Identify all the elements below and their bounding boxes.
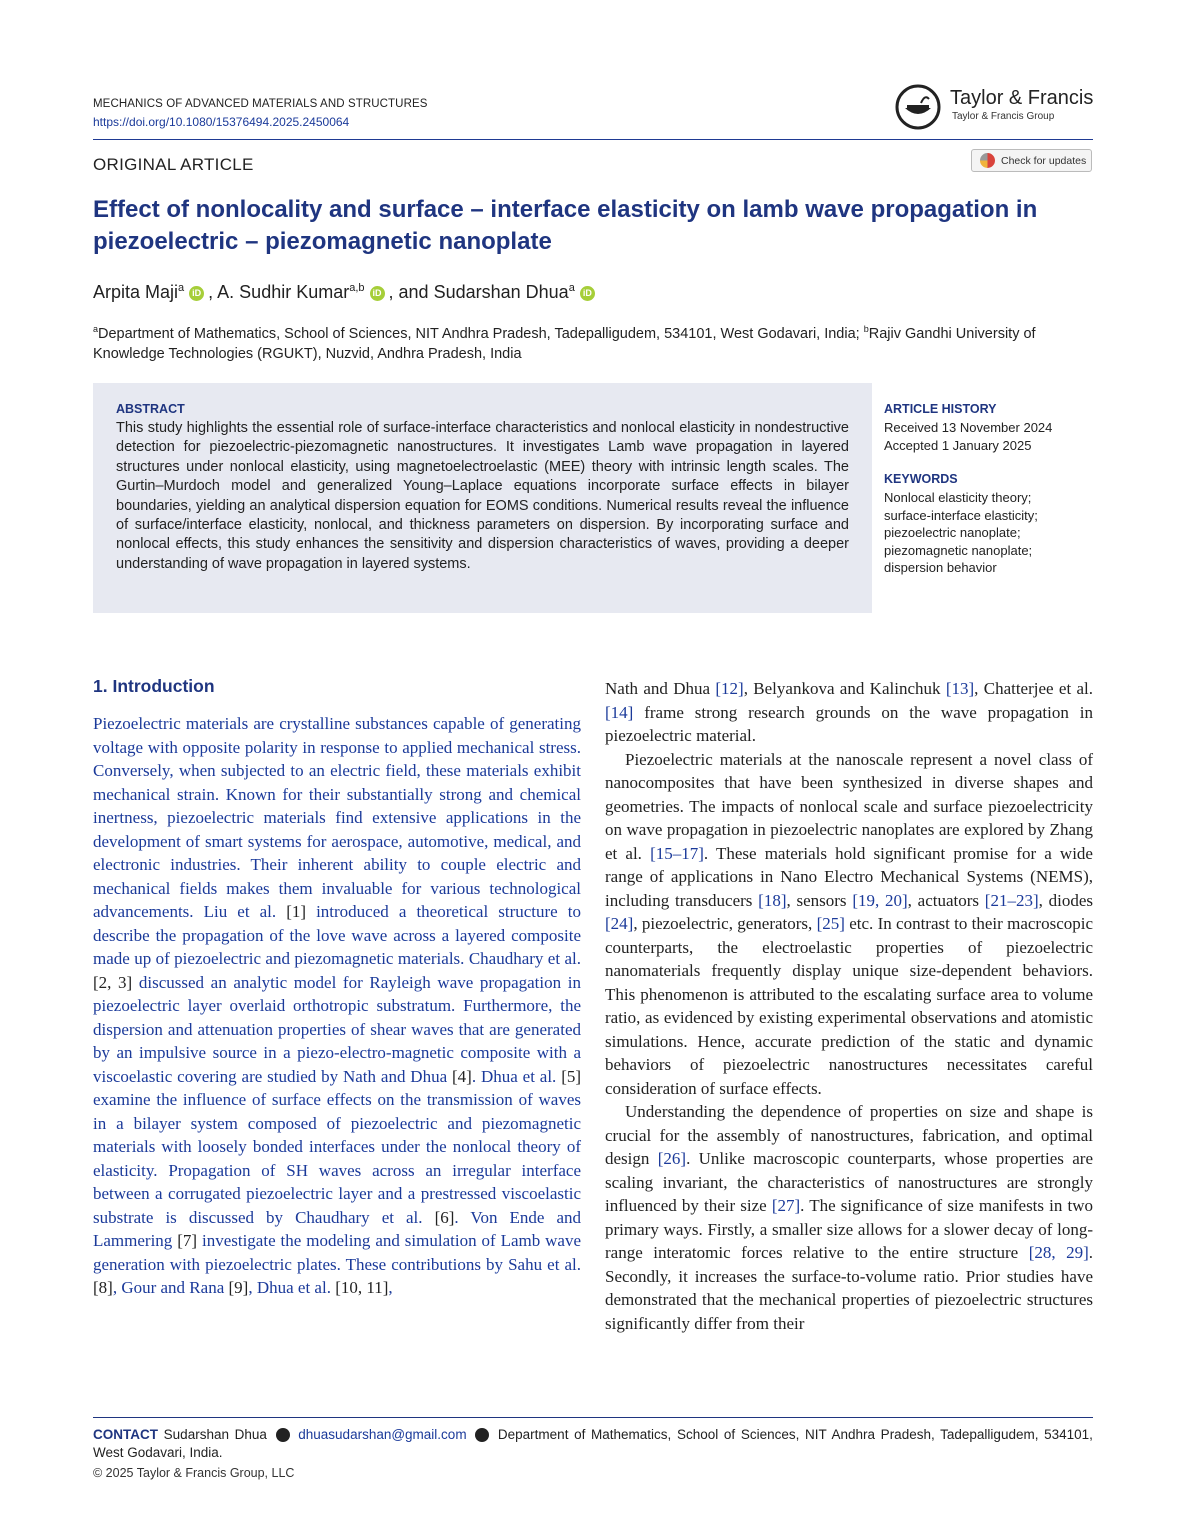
citation-link[interactable]: [19, 20]	[852, 890, 908, 910]
body-text: Nath and Dhua	[605, 679, 716, 698]
body-text: [4]	[452, 1066, 472, 1086]
body-text: . Unlike macroscopic counterparts, whose properties are scaling invariant, the characteristics of nanostructures are strongly influenced by their size	[605, 1149, 1093, 1215]
citation-link[interactable]: [25]	[816, 914, 845, 933]
body-text: [10, 11]	[335, 1278, 389, 1297]
copyright: © 2025 Taylor & Francis Group, LLC	[93, 1466, 295, 1480]
body-paragraph	[605, 677, 1093, 748]
article-type: ORIGINAL ARTICLE	[93, 155, 254, 174]
body-text: , piezoelectric, generators,	[633, 914, 817, 933]
body-text: frame strong research grounds on the wave propagation in piezoelectric material.	[605, 702, 1093, 745]
contact-name: Sudarshan Dhua	[163, 1427, 267, 1442]
abstract-heading: ABSTRACT	[116, 402, 185, 416]
orcid-icon[interactable]: iD	[580, 286, 595, 301]
abstract-text: This study highlights the essential role of surface-interface characteristics and nonlocal elasticity in nondestructive detection for piezoelectric-piezomagnetic nanostructures. It investigates Lamb wave propagation in layered structures under nonlocal elasticity, using magnetoelectroelastic (MEE) theory with intrinsic length scales. The Gurtin–Murdoch model and generalized Young–Laplace equations incorporate surface effects in bilayer boundaries, yielding an analytical dispersion equation for EOMS conditions. Numerical results reveal the influence of surface/interface elasticity, nonlocal, and thickness parameters on dispersion. By incorporating surface and nonlocal effects, this study enhances the sensitivity and dispersion characteristics of waves, providing a deeper understanding of wave propagation in layered systems.	[116, 420, 849, 572]
author-list	[93, 282, 599, 303]
citation-link[interactable]: [24]	[605, 914, 634, 933]
crossmark-icon	[980, 153, 995, 168]
affil-mark-b: b	[863, 324, 869, 334]
contact-address: Department of Mathematics, School of Sciences, NIT Andhra Pradesh, Tadepalligudem, 534101, West Godavari, India.	[93, 1427, 1093, 1460]
citation-link[interactable]: [12]	[715, 679, 744, 698]
author-affil-mark: a	[568, 282, 575, 294]
left-column	[93, 712, 581, 1300]
affiliations	[93, 319, 1093, 364]
body-text: [9]	[228, 1278, 249, 1297]
body-text: Piezoelectric materials at the nanoscale represent a novel class of nanocomposites that have been synthesized in diverse shapes and geometries. The impacts of nonlocal scale and surface piezoelectricity on wave propagation in piezoelectric nanoplates are explored by Zhang et al.	[605, 749, 1093, 863]
contact-label: CONTACT	[93, 1427, 158, 1442]
citation-link[interactable]: [28, 29]	[1028, 1243, 1089, 1262]
article-history-heading: ARTICLE HISTORY	[884, 402, 997, 416]
body-text: , Belyankova and Kalinchuk	[743, 679, 946, 698]
body-text: [1]	[286, 902, 307, 921]
keyword: dispersion behavior	[884, 560, 997, 575]
citation-link[interactable]: examine the influence of surface effects on the transmission of waves in a bilayer system composed of piezoelectric and piezomagnetic materials with loosely bonded interfaces under the nonlocal theory of elasticity. Propagation of SH waves across an irregular interface between a corrugated piezoelectric layer and a prestressed viscoelastic substrate is discussed by Chaudhary et al.	[93, 1090, 581, 1227]
body-text: Understanding the dependence of properties on size and shape is crucial for the assembly of nanostructures, fabrication, and optimal design	[605, 1102, 1093, 1168]
orcid-icon[interactable]: iD	[370, 286, 385, 301]
body-text: [8]	[93, 1278, 113, 1297]
publisher-name: Taylor & Francis	[950, 87, 1094, 109]
citation-link[interactable]: [21–23]	[984, 890, 1039, 910]
taylor-francis-logo-icon	[895, 84, 941, 130]
keyword: surface-interface elasticity;	[884, 507, 1038, 523]
citation-link[interactable]: investigate the modeling and simulation of Lamb wave generation with piezoelectric plates. These contributions by Sahu et al.	[93, 1231, 581, 1274]
citation-link[interactable]: [27]	[771, 1196, 801, 1215]
citation-link[interactable]: [13]	[945, 679, 975, 698]
body-text: . These materials hold significant promise for a wide range of applications in Nano Electro Mechanical Systems (NEMS), including transducers	[605, 843, 1093, 910]
body-paragraph	[93, 712, 581, 1300]
author-affil-mark: a	[178, 282, 185, 294]
citation-link[interactable]: discussed an analytic model for Rayleigh wave propagation in piezoelectric layer overlaid orthotropic substratum. Furthermore, the dispersion and attenuation properties of shear waves that are generated by an impulsive source in a piezo-electro-magnetic composite with a viscoelastic covering are studied by Nath and Dhua	[93, 972, 581, 1086]
keyword: Nonlocal elasticity theory;	[884, 490, 1032, 505]
body-text: [2, 3]	[93, 972, 133, 992]
orcid-icon[interactable]: iD	[189, 286, 204, 301]
author-affil-mark: a,b	[349, 282, 365, 294]
citation-link[interactable]: introduced a theoretical structure to describe the propagation of the love wave across a layered composite made up of piezoelectric and piezomagnetic materials. Chaudhary et al.	[93, 902, 581, 968]
check-updates-button[interactable]	[971, 149, 1092, 172]
citation-link[interactable]: , Dhua et al.	[248, 1278, 336, 1297]
header-rule	[93, 139, 1093, 140]
citation-link[interactable]: . Von Ende and Lammering	[93, 1207, 581, 1250]
body-paragraph	[605, 748, 1093, 1101]
contact-info	[93, 1426, 1093, 1462]
right-column	[605, 677, 1093, 1335]
keyword: piezomagnetic nanoplate;	[884, 542, 1033, 558]
keyword: piezoelectric nanoplate;	[884, 525, 1021, 540]
body-text: . Secondly, it increases the surface-to-volume ratio. Prior studies have demonstrated that the mechanical properties of piezoelectric structures significantly differ from their	[605, 1243, 1093, 1333]
citation-link[interactable]: , Gour and Rana	[112, 1278, 229, 1297]
body-paragraph	[605, 1100, 1093, 1335]
email-icon	[276, 1428, 290, 1442]
doi-link[interactable]: https://doi.org/10.1080/15376494.2025.2450064	[93, 115, 350, 129]
affil-mark-a: a	[93, 324, 99, 334]
body-text: [6]	[434, 1207, 455, 1227]
citation-link[interactable]: [15–17]	[650, 843, 704, 863]
body-text: . The significance of size manifests in two primary ways. Firstly, a smaller size allows for a slower decay of long-range interatomic forces relative to the entire structure	[605, 1196, 1093, 1262]
citation-link[interactable]: [14]	[605, 702, 634, 722]
body-text: [5]	[561, 1066, 582, 1086]
citation-link[interactable]: . Dhua et al.	[471, 1066, 562, 1086]
author-separator: ,	[208, 282, 218, 302]
author-separator: , and	[388, 282, 434, 302]
author-name: A. Sudhir Kumar	[217, 282, 350, 302]
citation-link[interactable]: ,	[388, 1278, 393, 1297]
check-updates-label: Check for updates	[1001, 154, 1087, 167]
body-text: , Chatterjee et al.	[974, 679, 1094, 698]
keywords-heading: KEYWORDS	[884, 472, 958, 486]
author-name: Sudarshan Dhua	[433, 282, 569, 302]
citation-link[interactable]: Piezoelectric materials are crystalline substances capable of generating voltage with opposite polarity in response to applied mechanical stress. Conversely, when subjected to an electric field, these materials exhibit mechanical strain. Known for their substantially strong and chemical inertness, piezoelectric materials find extensive applications in the development of smart systems for aerospace, automotive, medical, and electronic industries. Their inherent ability to couple electric and mechanical fields makes them invaluable for various technological advancements. Liu et al.	[93, 714, 581, 921]
address-icon	[475, 1428, 489, 1442]
body-text: [7]	[177, 1231, 198, 1250]
footer-rule	[93, 1417, 1093, 1418]
section-heading: 1. Introduction	[93, 676, 215, 696]
body-text: , sensors	[786, 890, 853, 910]
keyword-list	[884, 489, 1038, 577]
body-text: etc. In contrast to their macroscopic counterparts, the electroelastic properties of piezoelectric nanomaterials frequently display unique size-dependent behaviors. This phenomenon is attributed to the escalating surface area to volume ratio, as evidenced by existing experimental observations and atomistic simulations. Hence, accurate prediction of the static and dynamic behaviors of piezoelectric nanostructures necessitates careful consideration of surface effects.	[605, 914, 1094, 1098]
accepted-date: Accepted 1 January 2025	[884, 438, 1032, 453]
affiliation-b: Rajiv Gandhi University of Knowledge Technologies (RGUKT), Nuzvid, Andhra Pradesh, India	[93, 325, 1036, 362]
author-name: Arpita Maji	[93, 282, 179, 302]
affiliation-a: Department of Mathematics, School of Sciences, NIT Andhra Pradesh, Tadepalligudem, 534101, West Godavari, India;	[98, 325, 860, 342]
publisher-group: Taylor & Francis Group	[952, 111, 1055, 122]
body-text: , actuators	[907, 890, 985, 910]
citation-link[interactable]: [26]	[657, 1149, 687, 1168]
body-text: , diodes	[1038, 890, 1094, 910]
contact-email[interactable]: dhuasudarshan@gmail.com	[298, 1427, 467, 1442]
citation-link[interactable]: [18]	[758, 890, 787, 910]
journal-name: MECHANICS OF ADVANCED MATERIALS AND STRUCTURES	[93, 98, 428, 110]
article-title: Effect of nonlocality and surface – interface elasticity on lamb wave propagation in piezoelectric – piezomagnetic nanoplate	[93, 196, 1038, 255]
received-date: Received 13 November 2024	[884, 420, 1053, 435]
